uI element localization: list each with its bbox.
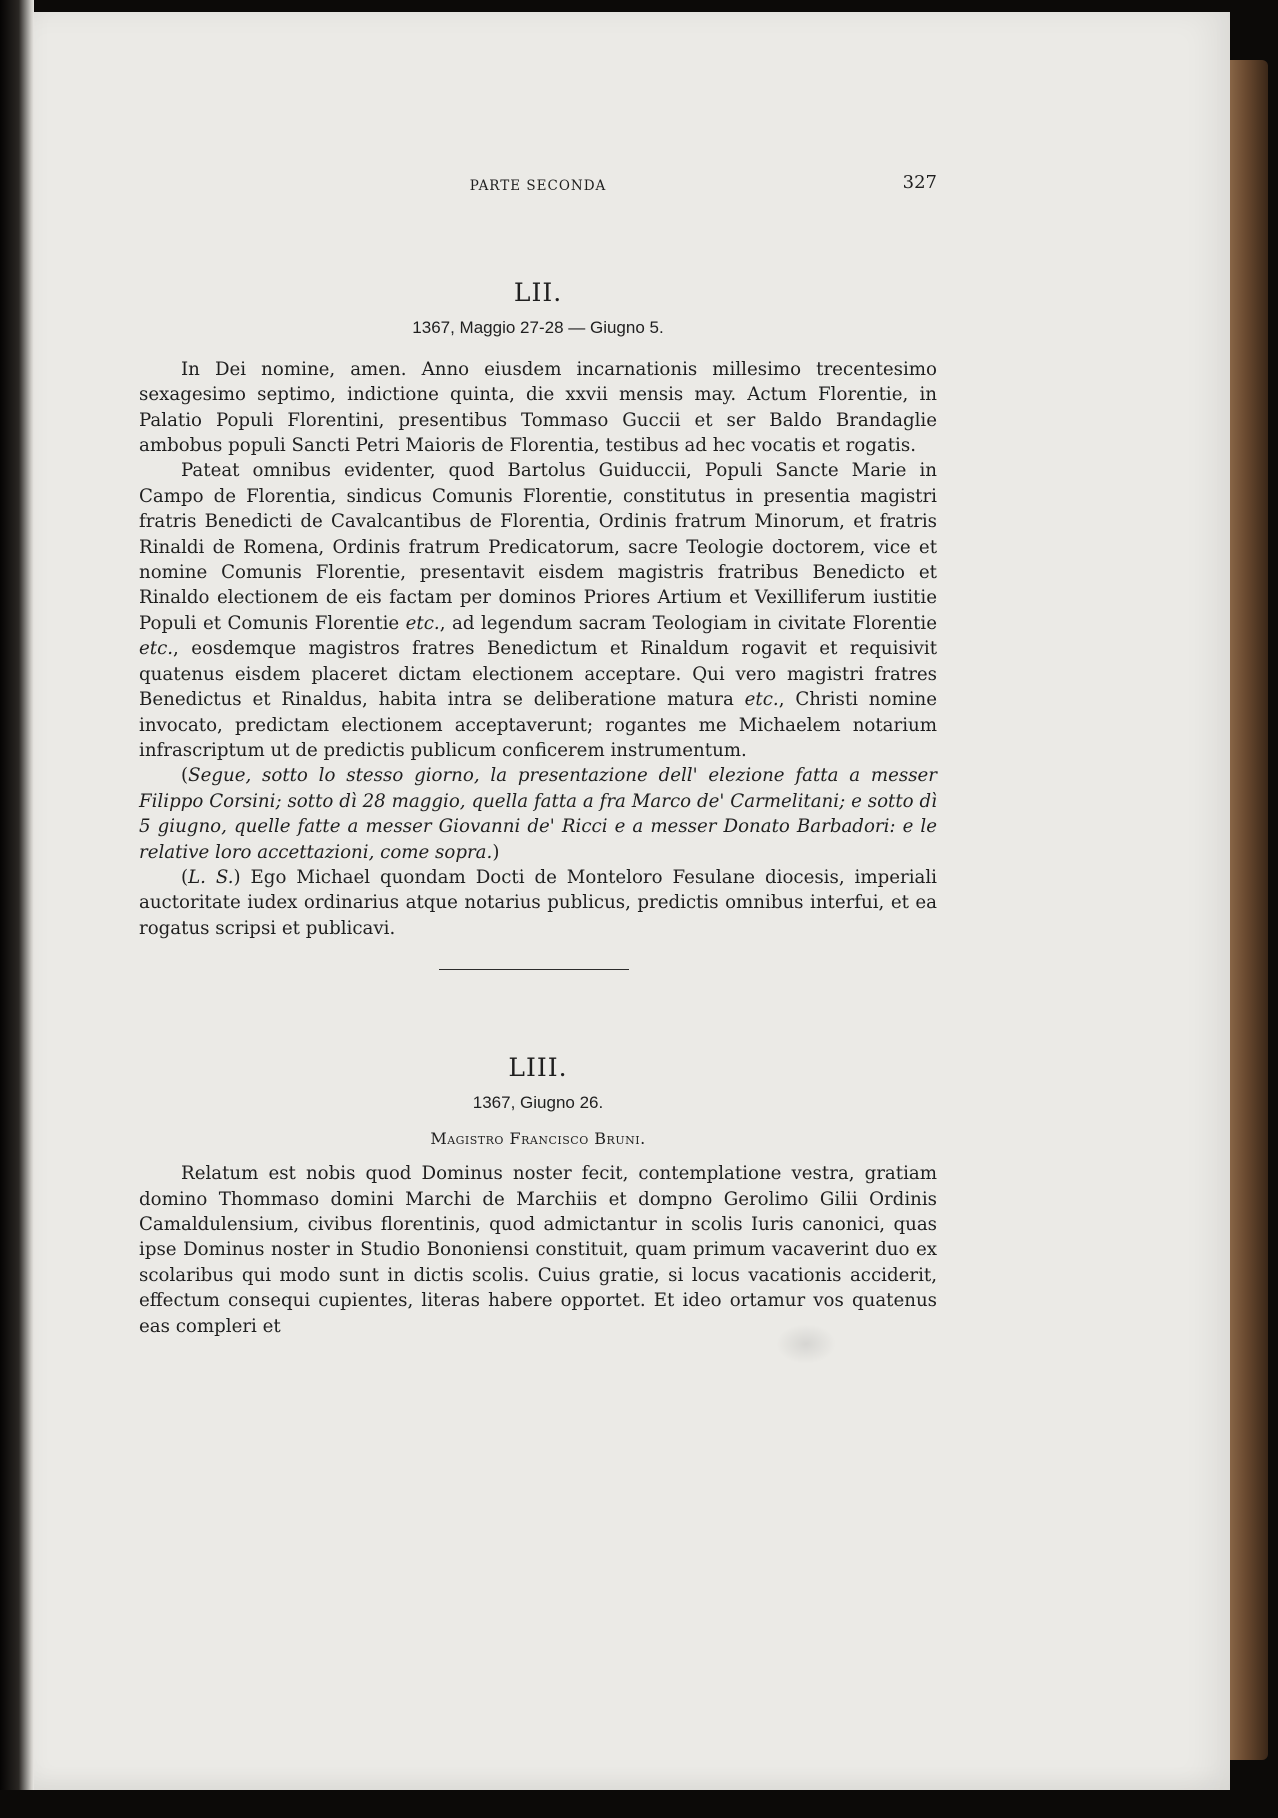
running-title: PARTE SECONDA xyxy=(469,178,607,194)
addressee: Magistro Francisco Bruni. xyxy=(430,1128,646,1148)
page-number: 327 xyxy=(902,172,937,193)
paragraph: Relatum est nobis quod Dominus noster fecit, contemplatione vestra, gratiam domino Thommaso domini Marchi de Marchiis et dompno Gerolimo Gilii Ordinis Camaldulensium, civibus florentinis, quod admictantur in scolis Iuris canonici, quas ipse Dominus noster in Studio Bononiensi constituit, quam primum vacaverint duo ex scolaribus qui modo sunt in dictis scolis. Cuius gratie, si locus vacationis acciderit, effectum consequi cupientes, literas habere opportet. Et ideo ortamur vos quatenus eas compleri et xyxy=(139,1163,937,1337)
paragraph: In Dei nomine, amen. Anno eiusdem incarnationis millesimo trecentesimo sexagesimo septimo, indictione quinta, die xxvii mensis may. Actum Florentie, in Palatio Populi Florentini, presentibus Tommaso Guccii et ser Baldo Brandaglie ambobus populi Sancti Petri Maioris de Florentia, testibus ad hec vocatis et rogatis. xyxy=(139,358,937,457)
paragraph: Pateat omnibus evidenter, quod Bartolus Guiduccii, Populi Sancte Marie in Campo de Florentia, sindicus Comunis Florentie, constitutus in presentia magistri fratris Benedicti de Cavalcantibus de Florentia, Ordinis fratrum Minorum, et fratris Rinaldi de Romena, Ordinis fratrum Predicatorum, sacre Teologie doctorem, vice et nomine Comunis Florentie, presentavit eisdem magistris fratribus Benedicto et Rinaldo electionem de eis factam per dominos Priores Artium et Vexilliferum iustitie Populi et Comunis Florentie etc., ad legendum sacram Teologiam in civitate Florentie etc., eosdemque magistros fratres Benedictum et Rinaldum rogavit et requisivit quatenus eisdem placeret dictam electionem acceptare. Qui vero magistri fratres Benedictus et Rinaldus, habita intra se deliberatione matura etc., Christi nomine invocato, predictam electionem acceptaverunt; rogantes me Michaelem notarium infrascriptum ut de predictis publicum conficerem instrumentum. xyxy=(139,460,937,761)
document-date: 1367, Giugno 26. xyxy=(472,1093,604,1113)
page xyxy=(34,12,1230,1790)
editorial-note: (Segue, sotto lo stesso giorno, la presentazione dell' elezione fatta a messer Filippo Corsini; sotto dì 28 maggio, quella fatta a fra Marco de' Carmelitani; e sotto dì 5 giugno, quelle fatte a messer Giovanni de' Ricci e a messer Donato Barbadori: e le relative loro accettazioni, come sopra.) xyxy=(139,765,937,863)
document-number: LII. xyxy=(513,278,563,307)
running-head xyxy=(139,174,937,198)
section-divider xyxy=(439,969,629,970)
document-date: 1367, Maggio 27-28 — Giugno 5. xyxy=(412,318,664,338)
document-53 xyxy=(139,1055,937,1339)
notary-subscription: (L. S.) Ego Michael quondam Docti de Monteloro Fesulane diocesis, imperiali auctoritate iudex ordinarius atque notarius publicus, predictis omnibus interfui, et ea rogatus scripsi et publicavi. xyxy=(139,866,938,939)
document-52 xyxy=(139,280,937,970)
book-left-edge xyxy=(0,0,34,1790)
document-number: LIII. xyxy=(508,1053,568,1082)
